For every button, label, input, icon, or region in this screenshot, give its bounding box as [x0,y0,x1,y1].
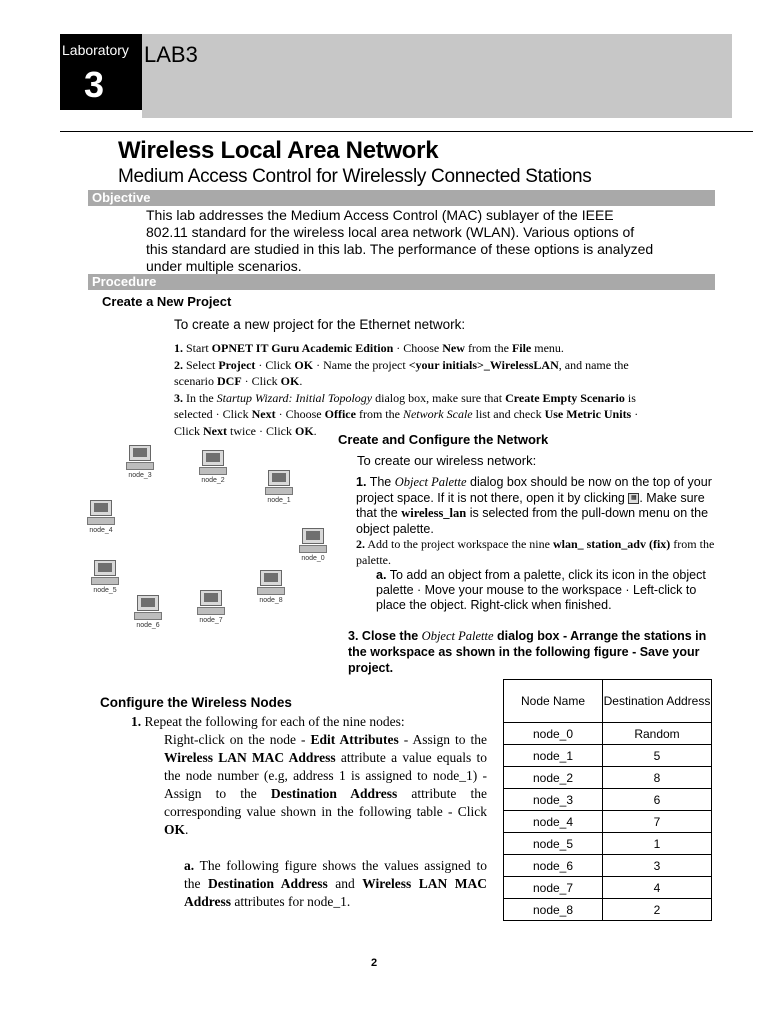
procedure-heading: Procedure [88,274,715,290]
lab-label: Laboratory [62,42,129,58]
node-icon[interactable]: node_7 [188,590,234,624]
table-row: node_3 6 [504,789,712,811]
table-row: node_1 5 [504,745,712,767]
network-step-1: 1. The Object Palette dialog box should be now on the top of your project space. If it is not there, open it by clicking ▦ . Make sure that the wireless_lan is selected from the pull-down menu on the object palette. [356,475,712,536]
table-row: node_0 Random [504,723,712,745]
table-header: Node Name [504,680,603,723]
network-diagram [70,440,340,650]
node-icon[interactable]: node_4 [78,500,124,534]
lab-code: LAB3 [144,42,198,67]
step-3: 3. In the Startup Wizard: Initial Topology dialog box, make sure that Create Empty Scenario is selected · Click Next · Choose Office from the Network Scale list and check Use Metric Units · Click Next twice · Click OK. [174,390,639,438]
network-step-2: 2. Add to the project workspace the nine wlan_ station_adv (fix) from the palette. [356,537,715,567]
lab-number: 3 [84,64,105,105]
node-icon[interactable]: node_5 [82,560,128,594]
node-icon[interactable]: node_6 [125,595,171,629]
palette-icon[interactable]: ▦ [628,493,639,504]
configure-step-1-body: Right-click on the node - Edit Attributes - Assign to the Wireless LAN MAC Address attribute a value equals to the node number (e.g, address 1 is assigned to node_1) - Assign to the Destination Address attribute the corresponding value shown in the following table - Click OK. [164,732,487,837]
page-number: 2 [371,957,378,969]
objective-heading: Objective [88,190,715,206]
table-row: node_2 8 [504,767,712,789]
page-title: Wireless Local Area Network [118,137,439,164]
create-project-intro: To create a new project for the Ethernet network: [174,317,466,332]
configure-step-1-lead: 1. Repeat the following for each of the nine nodes: [131,714,405,729]
node-icon[interactable]: node_1 [256,470,302,504]
destination-table [503,679,712,921]
objective-text: This lab addresses the Medium Access Control (MAC) sublayer of the IEEE 802.11 standard for the wireless local area network (WLAN). Various options of this standard are studied in this lab. The performance of these options is analyzed under multiple scenarios. [146,207,654,274]
node-icon[interactable]: node_8 [248,570,294,604]
table-row: node_6 3 [504,855,712,877]
configure-nodes-heading: Configure the Wireless Nodes [100,695,292,710]
create-project-heading: Create a New Project [102,294,232,309]
table-header: Destination Address [603,680,712,723]
create-network-intro: To create our wireless network: [357,453,537,468]
step-1: 1. Start OPNET IT Guru Academic Edition · Choose New from the File menu. [174,341,564,355]
network-step-2a: a. To add an object from a palette, click its icon in the object palette · Move your mouse to the workspace · Left-click to place the object. Right-click when finished. [376,568,706,612]
node-icon[interactable]: node_3 [117,445,163,479]
create-network-heading: Create and Configure the Network [338,432,549,447]
header-divider [60,131,753,132]
header-band [142,34,732,118]
table-row: node_8 2 [504,899,712,921]
page-subtitle: Medium Access Control for Wirelessly Connected Stations [118,166,592,187]
node-icon[interactable]: node_2 [190,450,236,484]
step-2: 2. Select Project · Click OK · Name the project <your initials>_WirelessLAN, and name the scenario DCF · Click OK. [174,357,629,388]
network-step-3: 3. Close the Object Palette dialog box - Arrange the stations in the workspace as shown in the following figure - Save your project. [348,629,707,675]
configure-step-1a: a. The following figure shows the values assigned to the Destination Address and Wireless LAN MAC Address attributes for node_1. [184,858,487,909]
node-icon[interactable]: node_0 [290,528,336,562]
table-row: node_7 4 [504,877,712,899]
create-project-steps [174,340,654,439]
table-row: node_5 1 [504,833,712,855]
table-row: node_4 7 [504,811,712,833]
